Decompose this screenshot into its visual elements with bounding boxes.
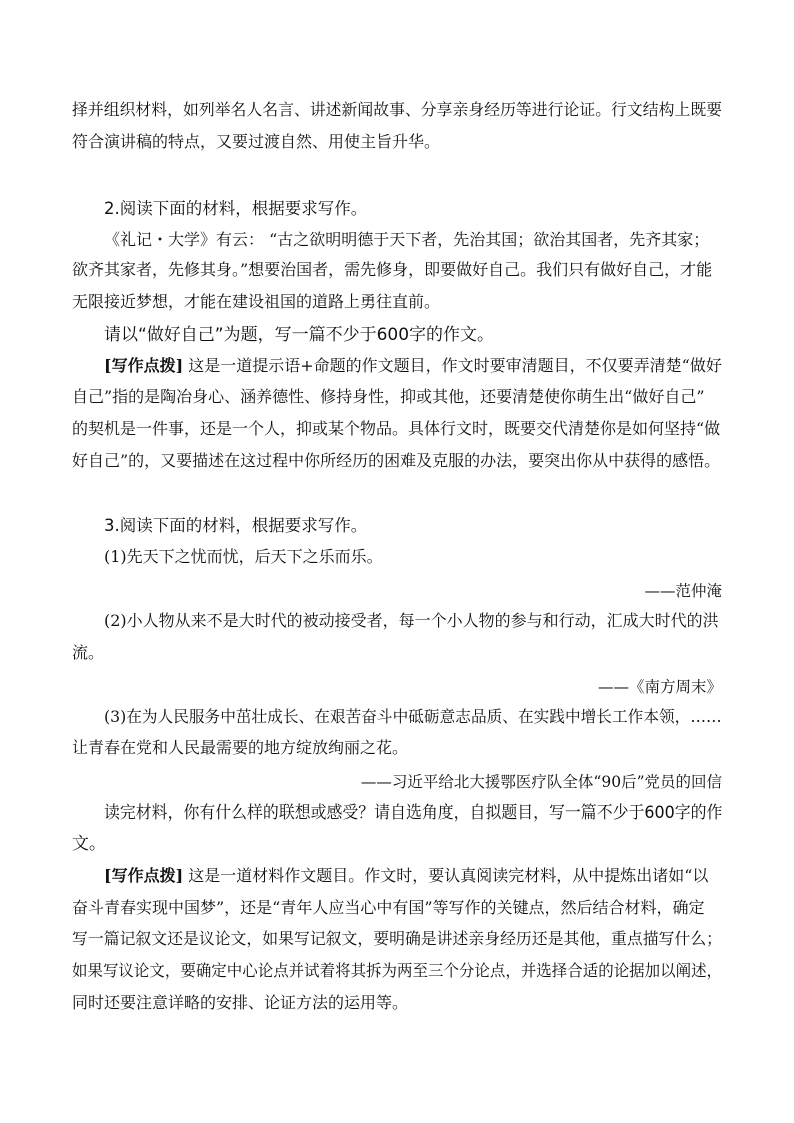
q3-material-3-line-1: (3)在为人民服务中茁壮成长、在艰苦奋斗中砥砺意志品质、在实践中增长工作本领，…… xyxy=(104,707,722,726)
q2-tip-line-3: 的契机是一件事，还是一个人，抑或某个物品。具体行文时，既要交代清楚你是如何坚持“做 xyxy=(72,419,721,438)
q3-prompt-line-2: 文。 xyxy=(72,834,106,854)
q3-tip-label: [写作点拨] xyxy=(104,866,184,885)
q3-tip-line-5: 同时还要注意详略的安排、论证方法的运用等。 xyxy=(72,993,409,1012)
q2-tip-line-4: 好自己”的，又要描述在这过程中你所经历的困难及克服的办法，要突出你从中获得的感悟。 xyxy=(72,451,721,470)
question-3-title: 3.阅读下面的材料，根据要求写作。 xyxy=(104,516,368,535)
q3-tip-text-1: 这是一道材料作文题目。作文时，要认真阅读完材料，从中提炼出诸如“以 xyxy=(188,866,709,885)
q3-material-3-line-2: 让青春在党和人民最需要的地方绽放绚丽之花。 xyxy=(72,738,409,757)
q3-tip-line-2: 奋斗青春实现中国梦”，还是“青年人应当心中有国”等写作的关键点，然后结合材料，确定 xyxy=(72,898,705,917)
q3-tip-line-4: 如果写议论文，要确定中心论点并试着将其拆为两至三个分论点，并选择合适的论据加以阐述， xyxy=(72,961,723,980)
q3-tip-line-1 xyxy=(104,866,708,886)
q2-tip-line-2: 自己”指的是陶冶身心、涵养德性、修持身性，抑或其他，还要清楚使你萌生出“做好自己” xyxy=(72,387,705,406)
q3-material-1: (1)先天下之忧而忧，后天下之乐而乐。 xyxy=(104,547,383,566)
q2-tip-text-1: 这是一道提示语+命题的作文题目，作文时要审清题目，不仅要弄清楚“做好 xyxy=(188,356,722,375)
q3-material-2-line-2: 流。 xyxy=(72,643,105,662)
q2-material-line-1: 《礼记・大学》有云： “古之欲明明德于天下者，先治其国；欲治其国者，先齐其家； xyxy=(104,230,710,249)
q3-prompt-line-1: 读完材料，你有什么样的联想或感受？请自选角度，自拟题目，写一篇不少于600字的作 xyxy=(104,803,723,823)
q3-material-1-source: ——范仲淹 xyxy=(644,582,722,600)
q2-tip-line-1 xyxy=(104,356,722,376)
q3-material-2-source: ——《南方周末》 xyxy=(597,678,722,696)
q3-material-2-line-1: (2)小人物从来不是大时代的被动接受者，每一个小人物的参与和行动，汇成大时代的洪 xyxy=(104,611,719,630)
q3-material-3-source: ——习近平给北大援鄂医疗队全体“90后”党员的回信 xyxy=(360,773,722,791)
q2-prompt: 请以“做好自己”为题，写一篇不少于600字的作文。 xyxy=(104,325,495,345)
q2-tip-label: [写作点拨] xyxy=(104,356,184,375)
q3-tip-line-3: 写一篇记叙文还是议论文，如果写记叙文，要明确是讲述亲身经历还是其他，重点描写什么； xyxy=(72,929,723,948)
q2-material-line-2: 欲齐其家者，先修其身。”想要治国者，需先修身，即要做好自己。我们只有做好自己，才能 xyxy=(72,260,713,279)
q2-material-line-3: 无限接近梦想，才能在建设祖国的道路上勇往直前。 xyxy=(72,292,441,311)
intro-line-2: 符合演讲稿的特点，又要过渡自然、用使主旨升华。 xyxy=(72,132,441,151)
question-2-title: 2.阅读下面的材料，根据要求写作。 xyxy=(104,199,368,218)
intro-line-1: 择并组织材料，如列举名人名言、讲述新闻故事、分享亲身经历等进行论证。行文结构上既要 xyxy=(72,100,723,119)
